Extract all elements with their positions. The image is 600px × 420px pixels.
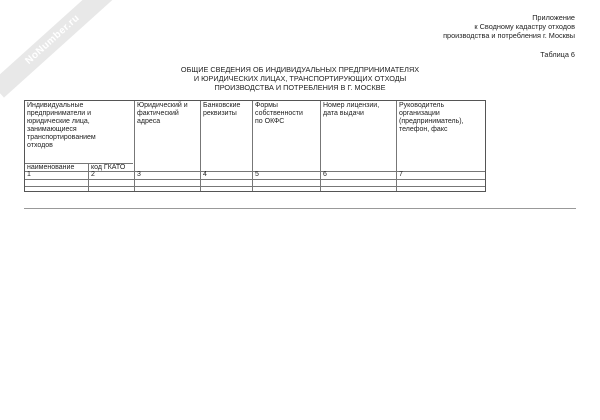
header-head-of-organization: Руководитель организации (предприниматель), телефон, факс: [399, 102, 464, 133]
column-number: 4: [203, 171, 207, 178]
appendix-line: производства и потребления г. Москвы: [443, 31, 575, 40]
table-label: Таблица 6: [540, 50, 575, 59]
data-table: [24, 100, 486, 192]
appendix-note: [443, 13, 575, 40]
title-line: И ЮРИДИЧЕСКИХ ЛИЦАХ, ТРАНСПОРТИРУЮЩИХ ОТХОДЫ: [193, 74, 407, 83]
column-number: 1: [27, 171, 31, 178]
appendix-line: Приложение: [532, 13, 575, 22]
column-number: 5: [255, 171, 259, 178]
appendix-line: к Сводному кадастру отходов: [474, 22, 575, 31]
document-title: [150, 65, 450, 92]
title-line: ПРОИЗВОДСТВА И ПОТРЕБЛЕНИЯ В Г. МОСКВЕ: [214, 83, 386, 92]
header-address: Юридический и фактический адреса: [137, 102, 188, 125]
watermark: NoNumber.ru: [0, 0, 115, 98]
row-divider: [25, 179, 485, 180]
subheader-name: наименование: [27, 164, 75, 171]
header-bank-details: Банковские реквизиты: [203, 102, 241, 117]
row-divider: [25, 186, 485, 187]
header-participants: Индивидуальные предприниматели и юридические лица, занимающиеся транспортированием отходов: [27, 102, 96, 149]
column-number: 6: [323, 171, 327, 178]
column-number: 7: [399, 171, 403, 178]
column-number: 3: [137, 171, 141, 178]
column-number: 2: [91, 171, 95, 178]
header-ownership-form: Формы собственности по ОКФС: [255, 102, 303, 125]
header-license: Номер лицензии, дата выдачи: [323, 102, 380, 117]
horizontal-rule: [24, 208, 576, 209]
title-line: ОБЩИЕ СВЕДЕНИЯ ОБ ИНДИВИДУАЛЬНЫХ ПРЕДПРИНИМАТЕЛЯХ: [180, 65, 420, 74]
subheader-gkato-code: код ГКАТО: [91, 164, 126, 171]
